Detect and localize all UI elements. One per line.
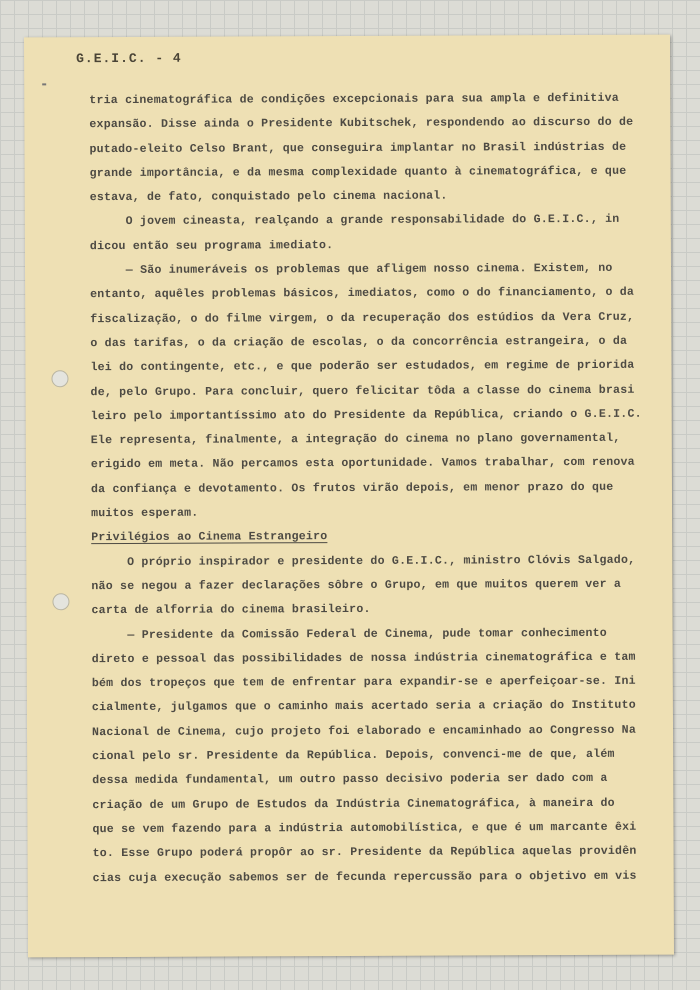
text-line: cialmente, julgamos que o caminho mais acertado seria a criação do Instituto <box>91 699 636 715</box>
text-line: — São inumeráveis os problemas que afligem nosso cinema. Existem, no <box>89 261 613 278</box>
pencil-mark <box>42 83 46 85</box>
text-line: carta de alforria do cinema brasileiro. <box>91 603 371 618</box>
punch-hole <box>52 593 69 610</box>
text-line: Nacional de Cinema, cujo projeto foi elaborado e encaminhado ao Congresso Na <box>92 723 637 739</box>
paragraph <box>90 257 651 527</box>
paragraph <box>92 621 653 891</box>
text-line: bém dos tropeços que tem de enfrentar para expandir-se e aperfeiçoar-se. Ini <box>91 674 636 691</box>
text-line: de, pelo Grupo. Para concluir, quero felicitar tôda a classe do cinema brasi <box>90 383 635 399</box>
punch-hole <box>51 370 68 387</box>
text-line: erigido em meta. Não percamos esta oportunidade. Vamos trabalhar, com renova <box>90 456 635 472</box>
text-line: muitos esperam. <box>91 506 199 521</box>
text-line: lei do contingente, etc., e que poderão ser estudados, em regime de priorida <box>90 359 635 375</box>
text-line: dicou então seu programa imediato. <box>89 238 334 253</box>
paragraph <box>89 87 650 211</box>
text-line: cional pelo sr. Presidente da República. Depois, convenci-me de que, além <box>92 747 615 764</box>
typed-page <box>24 35 674 958</box>
text-line: grande importância, e da mesma complexidade quanto à cinematográfica, e que <box>89 164 627 181</box>
text-line: não se negou a fazer declarações sôbre o Grupo, em que muitos querem ver a <box>91 577 622 594</box>
text-line: — Presidente da Comissão Federal de Cinema, pude tomar conhecimento <box>91 626 607 642</box>
text-line: O próprio inspirador e presidente do G.E.I.C., ministro Clóvis Salgado, <box>91 553 636 569</box>
text-line: estava, de fato, conquistado pelo cinema nacional. <box>89 189 448 205</box>
text-line: fiscalização, o do filme virgem, o da recuperação dos estúdios da Vera Cruz, <box>90 310 635 326</box>
text-line: o das tarifas, o da criação de escolas, o da concorrência estrangeira, o da <box>90 334 628 351</box>
text-line: tria cinematográfica de condições excepcionais para sua ampla e definitiva <box>89 91 619 108</box>
text-line: entanto, aquêles problemas básicos, imediatos, como o do financiamento, o da <box>90 286 635 302</box>
text-line: da confiança e devotamento. Os frutos virão depois, em menor prazo do que <box>90 480 614 496</box>
text-line: leiro pelo importantíssimo ato do Presidente da República, criando o G.E.I.C. <box>90 407 642 423</box>
paragraph <box>91 548 651 623</box>
paragraph <box>90 208 650 259</box>
page-header: G.E.I.C. - 4 <box>76 50 182 67</box>
section-heading <box>91 524 651 551</box>
text-line: cias cuja execução sabemos ser de fecunda repercussão para o objetivo em vis <box>92 869 637 885</box>
text-line: direto e pessoal das possibilidades de nossa indústria cinematográfica e tam <box>91 650 636 666</box>
text-line: to. Esse Grupo poderá propôr ao sr. Presidente da República aquelas providên <box>92 844 637 861</box>
text-line: putado-eleito Celso Brant, que conseguira implantar no Brasil indústrias de <box>89 140 627 156</box>
section-heading-text: Privilégios ao Cinema Estrangeiro <box>91 530 328 545</box>
body-text <box>89 87 652 891</box>
text-line: O jovem cineasta, realçando a grande responsabilidade do G.E.I.C., in <box>89 213 620 229</box>
text-line: expansão. Disse ainda o Presidente Kubitschek, respondendo ao discurso do de <box>89 116 634 132</box>
text-line: que se vem fazendo para a indústria automobilística, e que é um marcante êxi <box>92 820 637 837</box>
text-line: criação de um Grupo de Estudos da Indústria Cinematográfica, à maneira do <box>92 796 615 812</box>
text-line: Ele representa, finalmente, a integração do cinema no plano governamental, <box>90 431 621 448</box>
text-line: dessa medida fundamental, um outro passo decisivo poderia ser dado com a <box>92 772 608 788</box>
